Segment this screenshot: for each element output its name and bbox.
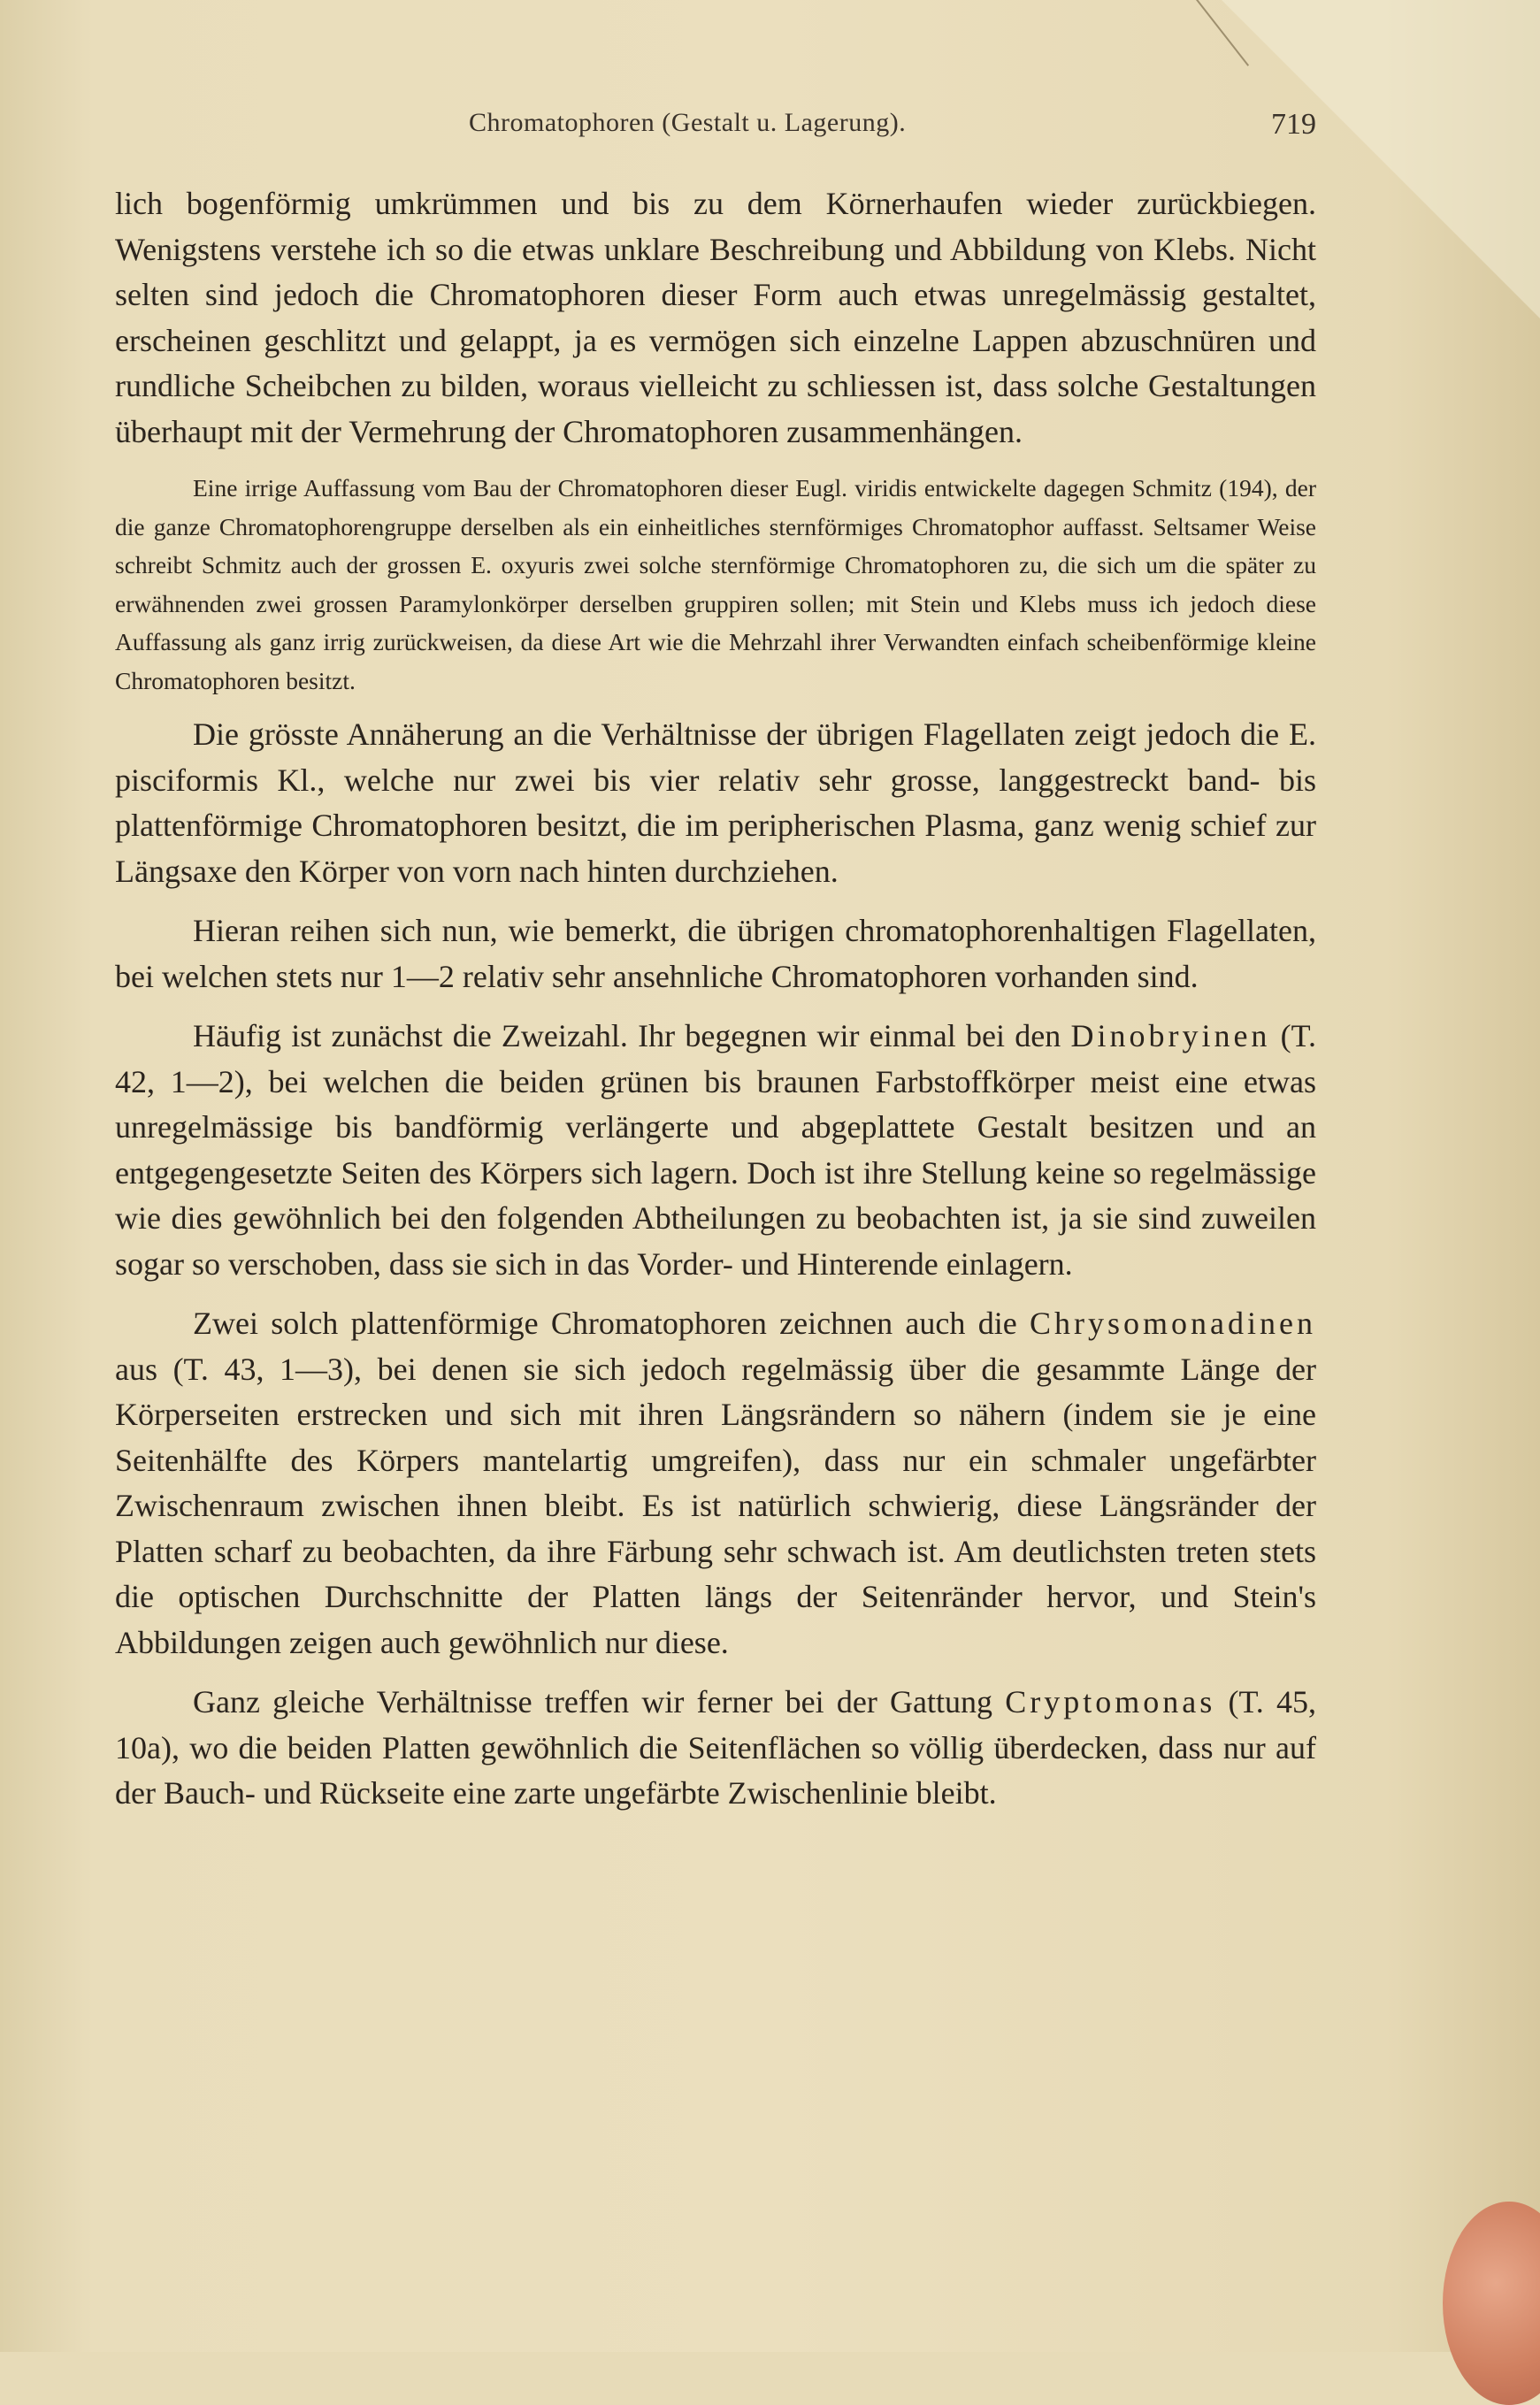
text-body <box>115 181 1316 1831</box>
body-paragraph <box>115 1301 1316 1666</box>
body-paragraph: Hieran reihen sich nun, wie bemerkt, die übrigen chromatophorenhaltigen Flagellaten, bei welchen stets nur 1—2 relativ sehr ansehnliche Chromatophoren vorhanden sind. <box>115 913 1316 994</box>
text-run: Häufig ist zunächst die Zweizahl. Ihr begegnen wir einmal bei den <box>193 1018 1071 1053</box>
body-paragraph: lich bogenförmig umkrümmen und bis zu dem Körnerhaufen wieder zurückbiegen. Wenigstens verstehe ich so die etwas unklare Beschreibung und Abbildung von Klebs. Nicht selten sind jedoch die Chromatophoren dieser Form auch etwas unregelmässig gestaltet, erscheinen geschlitzt und gelappt, ja es vermögen sich einzelne Lappen abzuschnüren und rundliche Scheibchen zu bilden, woraus vielleicht zu schliessen ist, dass solche Gestaltungen überhaupt mit der Vermehrung der Chromatophoren zusammenhängen. <box>115 186 1316 449</box>
text-run: Zwei solch plattenförmige Chromatophoren zeichnen auch die <box>193 1306 1030 1341</box>
page-number: 719 <box>1271 108 1316 141</box>
spaced-term: Chrysomonadinen <box>1030 1306 1316 1341</box>
spaced-term: Cryptomonas <box>1005 1684 1216 1719</box>
text-run: aus (T. 43, 1—3), bei denen sie sich jedoch regelmässig über die gesammte Länge der Körperseiten erstrecken und sich mit ihren Längsrändern so nähern (indem sie je eine Seitenhälfte des Körpers mantelartig umgreifen), dass nur ein schmaler ungefärbter Zwischenraum zwischen ihnen bleibt. Es ist natürlich schwierig, diese Längsränder der Platten scharf zu beobachten, da ihre Färbung sehr schwach ist. Am deutlichsten treten stets die optischen Durchschnitte der Platten längs der Seitenränder hervor, und Stein's Abbildungen zeigen auch gewöhnlich nur diese. <box>115 1351 1316 1660</box>
spaced-term: Dinobryinen <box>1070 1018 1271 1053</box>
text-run: (T. 42, 1—2), bei welchen die beiden grünen bis braunen Farbstoffkörper meist eine etwas unregelmässige bis bandförmig verlängerte und abgeplattete Gestalt besitzen und an entgegengesetzte Seiten des Körpers sich lagern. Doch ist ihre Stellung keine so regelmässige wie dies gewöhnlich bei den folgenden Abtheilungen zu beobachten ist, ja sie sind zuweilen sogar so verschoben, dass sie sich in das Vorder- und Hinterende einlagern. <box>115 1018 1316 1282</box>
footnote-paragraph: Eine irrige Auffassung vom Bau der Chromatophoren dieser Eugl. viridis entwickelte dagegen Schmitz (194), der die ganze Chromatophorengruppe derselben als ein einheitliches sternförmiges Chromatophor auffasst. Seltsamer Weise schreibt Schmitz auch der grossen E. oxyuris zwei solche sternförmige Chromatophoren zu, die sich um die später zu erwähnenden zwei grossen Paramylonkörper derselben gruppiren sollen; mit Stein und Klebs muss ich jedoch diese Auffassung als ganz irrig zurückweisen, da diese Art wie die Mehrzahl ihrer Verwandten einfach scheibenförmige kleine Chromatophoren besitzt. <box>115 474 1316 694</box>
text-run: Ganz gleiche Verhältnisse treffen wir ferner bei der Gattung <box>193 1684 1006 1719</box>
running-header <box>115 108 1316 152</box>
thumb-in-corner <box>1443 2202 1540 2405</box>
body-paragraph <box>115 1014 1316 1287</box>
body-paragraph: Die grösste Annäherung an die Verhältnisse der übrigen Flagellaten zeigt jedoch die E. pisciformis Kl., welche nur zwei bis vier relativ sehr grosse, langgestreckt band- bis plattenförmige Chromatophoren besitzt, die im peripherischen Plasma, ganz wenig schief zur Längsaxe den Körper von vorn nach hinten durchziehen. <box>115 716 1316 889</box>
text-run: (T. 45, 10a), wo die beiden Platten gewöhnlich die Seitenflächen so völlig überdecken, dass nur auf der Bauch- und Rückseite eine zarte ungefärbte Zwischenlinie bleibt. <box>115 1684 1317 1811</box>
running-title: Chromatophoren (Gestalt u. Lagerung). <box>469 108 907 137</box>
body-paragraph <box>115 1680 1316 1817</box>
